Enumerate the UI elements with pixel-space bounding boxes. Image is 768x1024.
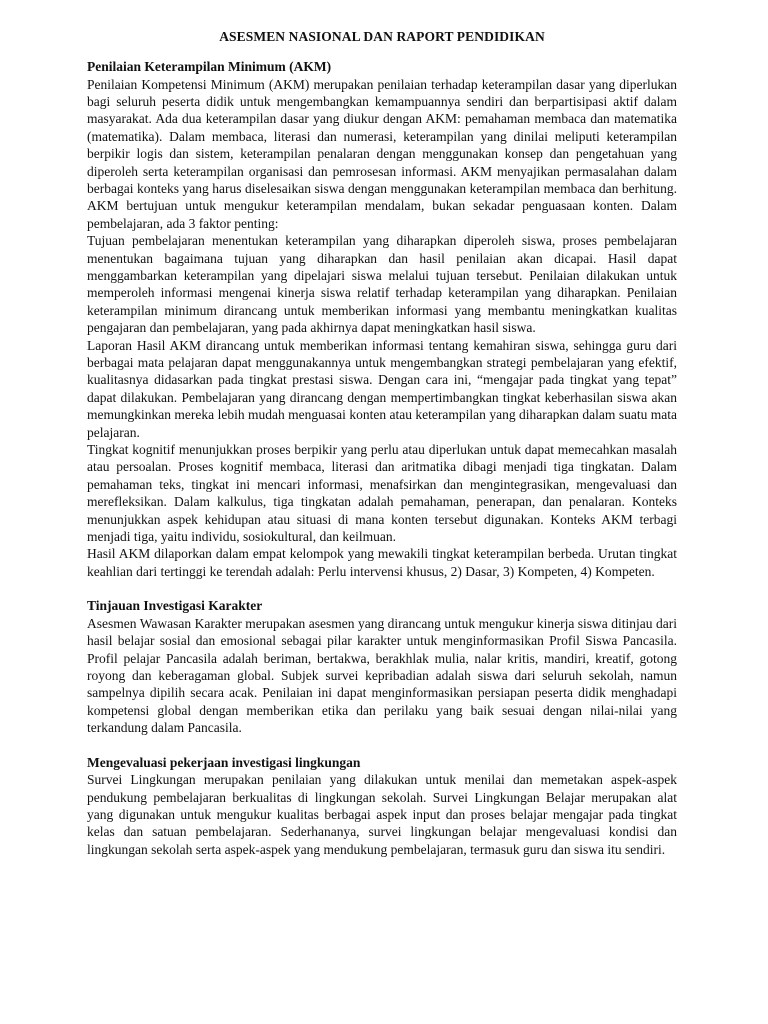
paragraph: Hasil AKM dilaporkan dalam empat kelompok yang mewakili tingkat keterampilan berbeda. Urutan tingkat keahlian dari tertinggi ke terendah adalah: Perlu intervensi khusus, 2) Dasar, 3) Kompeten, 4) Kompeten. [87, 546, 677, 579]
paragraph: Laporan Hasil AKM dirancang untuk memberikan informasi tentang kemahiran siswa, sehingga guru dari berbagai mata pelajaran dapat menggunakannya untuk mengembangkan strategi pembelajaran yang efektif, kualitasnya didasarkan pada tingkat prestasi siswa. Dengan cara ini, “mengajar pada tingkat yang tepat” dapat dilakukan. Pembelajaran yang dirancang dengan mempertimbangkan tingkat keberhasilan siswa akan memungkinkan mereka lebih mudah menguasai konten atau keterampilan yang diharapkan dalam suatu mata pelajaran. [87, 337, 677, 440]
section-spacer [87, 580, 677, 597]
paragraph: Asesmen Wawasan Karakter merupakan asesmen yang dirancang untuk mengukur kinerja siswa ditinjau dari hasil belajar sosial dan emosional sebagai pilar karakter untuk menginformasikan Profil Siswa Pancasila. Profil pelajar Pancasila adalah beriman, bertakwa, berakhlak mulia, nalar kritis, mandiri, kreatif, gotong royong dan keberagaman global. Subjek survei kepribadian adalah siswa dari seluruh sekolah, namun sampelnya dipilih secara acak. Penilaian ini dapat menginformasikan persiapan peserta didik menghadapi kompetensi global dengan memberikan etika dan perilaku yang baik sesuai dengan nilai-nilai yang terkandung dalam Pancasila. [87, 615, 677, 736]
section-lingkungan [87, 754, 677, 859]
section-heading-karakter: Tinjauan Investigasi Karakter [87, 598, 263, 614]
section-spacer [87, 737, 677, 754]
document-title: ASESMEN NASIONAL DAN RAPORT PENDIDIKAN [219, 29, 545, 44]
paragraph: Tujuan pembelajaran menentukan keterampilan yang diharapkan diperoleh siswa, proses pembelajaran menentukan bagaimana tujuan yang diharapkan dan hasil penilaian akan dicapai. Hasil dapat menggambarkan keterampilan yang dipelajari siswa melalui tujuan tersebut. Penilaian dilakukan untuk memperoleh informasi mengenai kinerja siswa relatif terhadap keterampilan yang diharapkan. Penilaian keterampilan minimum dirancang untuk memberikan informasi yang membantu meningkatkan kualitas pengajaran dan pembelajaran, yang pada akhirnya dapat meningkatkan hasil siswa. [87, 233, 677, 336]
section-heading-lingkungan: Mengevaluasi pekerjaan investigasi lingkungan [87, 754, 361, 770]
section-heading-akm: Penilaian Keterampilan Minimum (AKM) [87, 59, 332, 74]
paragraph: Survei Lingkungan merupakan penilaian yang dilakukan untuk menilai dan memetakan aspek-aspek pendukung pembelajaran berkualitas di lingkungan sekolah. Survei Lingkungan Belajar merupakan alat yang digunakan untuk mengukur kualitas berbagai aspek input dan proses belajar mengajar pada tingkat kelas dan satuan pembelajaran. Sederhananya, survei lingkungan belajar mengevaluasi kondisi dan lingkungan sekolah serta aspek-aspek yang mendukung pembelajaran, termasuk guru dan siswa itu sendiri. [87, 772, 677, 857]
paragraph: Penilaian Kompetensi Minimum (AKM) merupakan penilaian terhadap keterampilan dasar yang diperlukan bagi seluruh peserta didik untuk mengembangkan kemampuannya sendiri dan berpartisipasi aktif dalam masyarakat. Ada dua keterampilan dasar yang diukur dengan AKM: pemahaman membaca dan matematika (matematika). Dalam membaca, literasi dan numerasi, keterampilan yang dinilai meliputi keterampilan berpikir logis dan sistem, keterampilan penalaran dengan menggunakan konsep dan pengetahuan yang diperoleh serta keterampilan organisasi dan pemrosesan informasi. AKM menyajikan permasalahan dalam berbagai konteks yang harus diselesaikan siswa dengan menggunakan keterampilan membaca dan berhitung. AKM bertujuan untuk mengukur keterampilan mendalam, bukan sekadar penguasaan konten. Dalam pembelajaran, ada 3 faktor penting: [87, 76, 677, 231]
section-karakter [87, 597, 677, 736]
paragraph: Tingkat kognitif menunjukkan proses berpikir yang perlu atau diperlukan untuk dapat memecahkan masalah atau persoalan. Proses kognitif membaca, literasi dan aritmatika dibagi menjadi tiga tingkatan. Dalam pemahaman teks, tingkat ini mencari informasi, menafsirkan dan mengintegrasikan, mengevaluasi dan merefleksikan. Dalam kalkulus, tiga tingkatan adalah pemahaman, penerapan, dan penalaran. Konteks menunjukkan aspek kehidupan atau situasi di mana konten tersebut digunakan. Konteks AKM terbagi menjadi tiga, yaitu individu, sosiokultural, dan keilmuan. [87, 442, 677, 545]
document-page [87, 28, 677, 858]
section-akm [87, 58, 677, 580]
